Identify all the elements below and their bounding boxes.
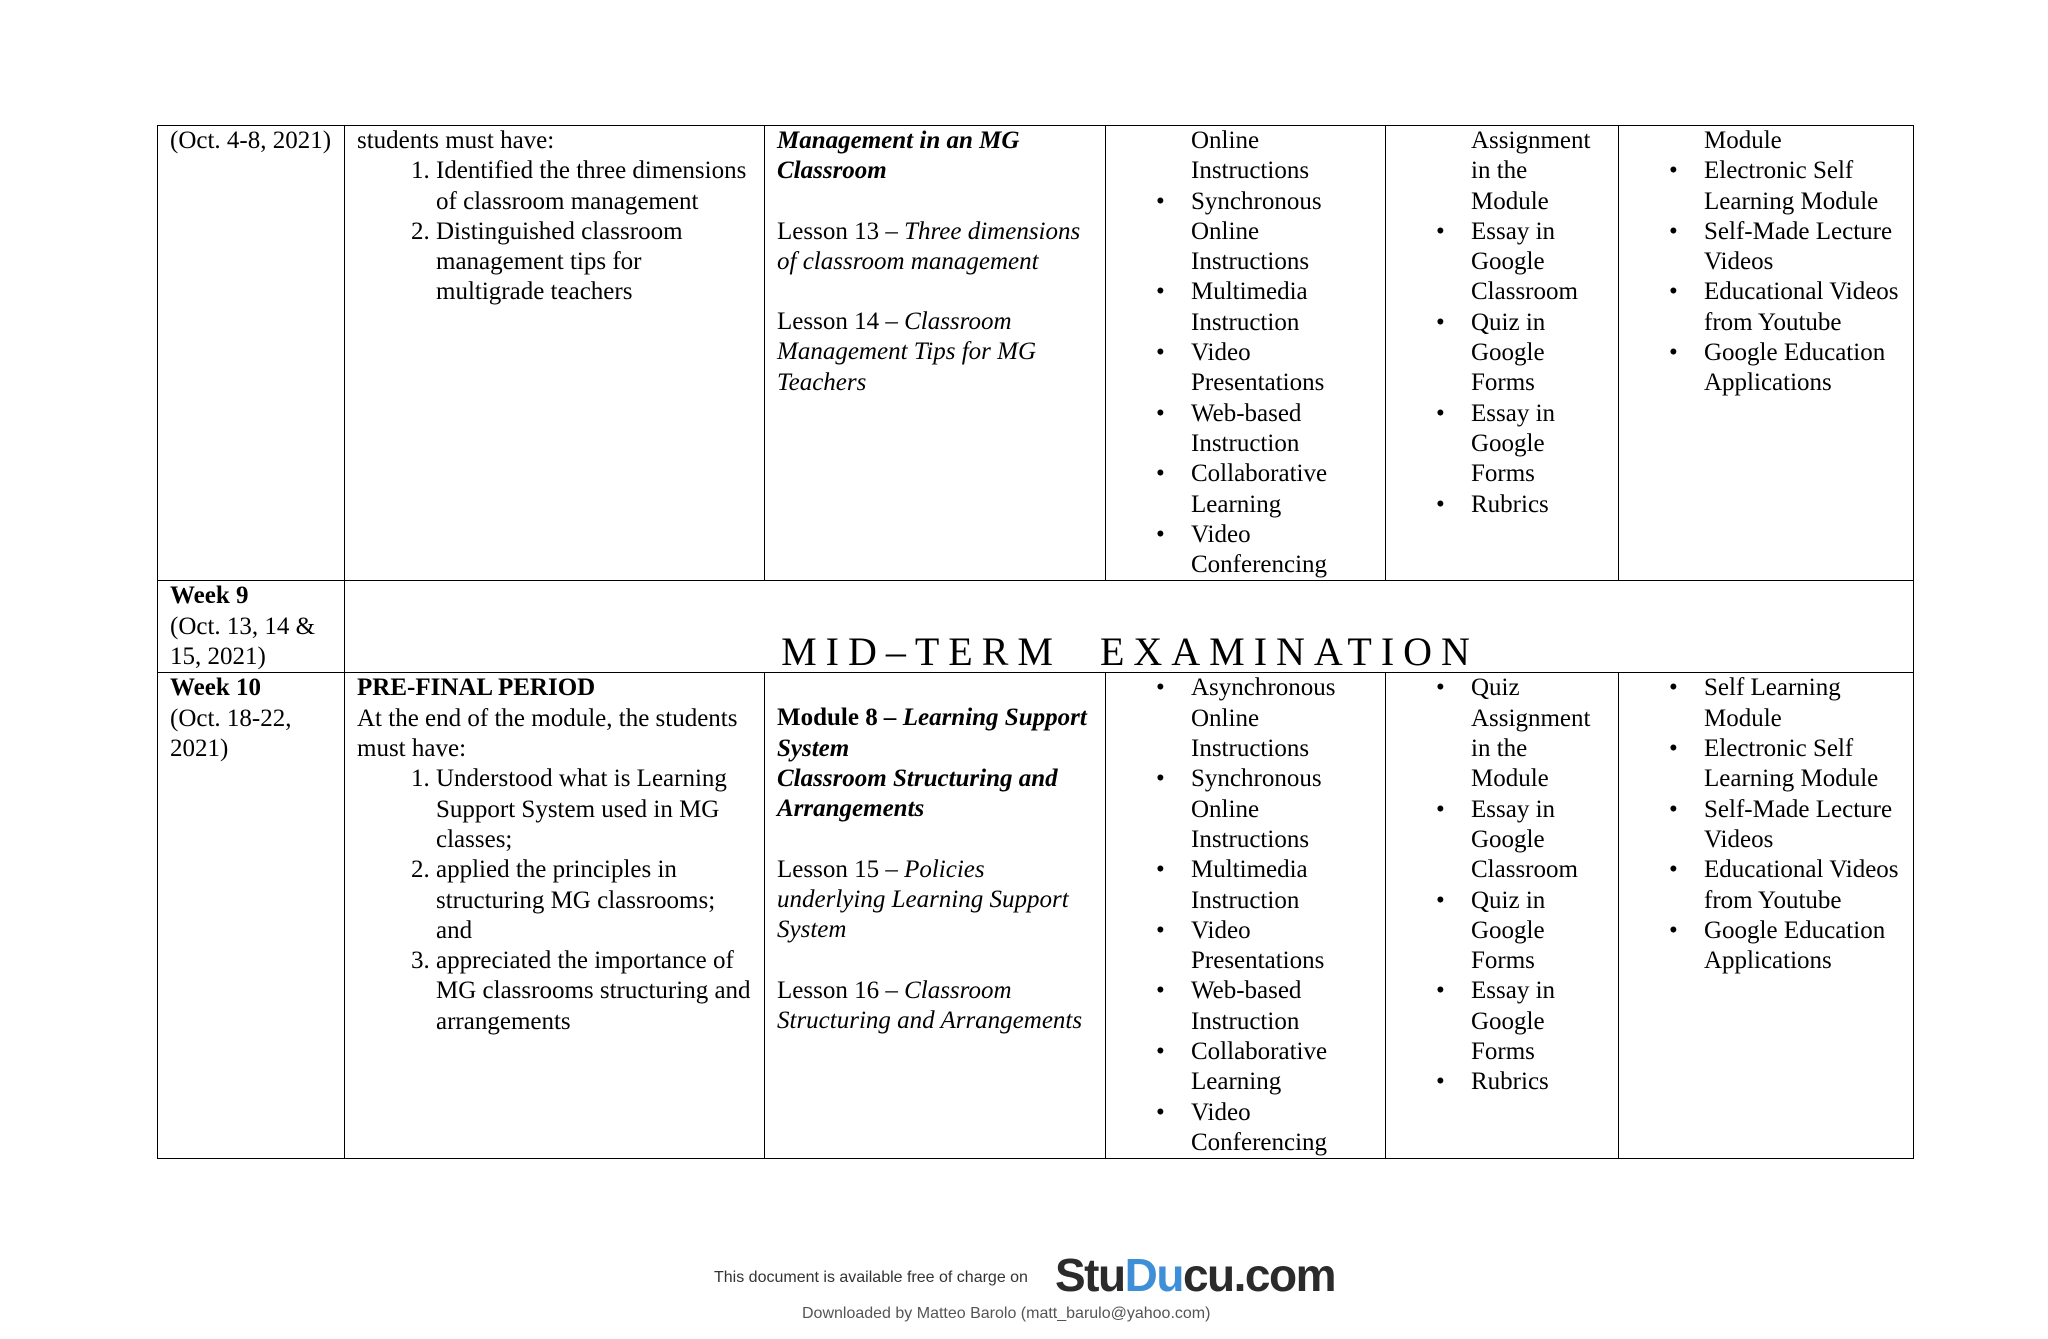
- list-item: • Web-based Instruction: [1191, 399, 1375, 460]
- list-item: • Collaborative Learning: [1191, 1037, 1375, 1098]
- lesson-prefix: Lesson 15 –: [777, 855, 905, 883]
- studocu-logo[interactable]: [1055, 1248, 1335, 1302]
- list-item: • Essay in Google Classroom: [1471, 795, 1608, 886]
- availability-note: This document is available free of charge on: [714, 1269, 1028, 1286]
- midterm-exam-cell: [345, 581, 1914, 673]
- lesson-title: Classroom Management Tips for MG Teachers: [777, 308, 1037, 396]
- strategies-list: [1118, 126, 1375, 580]
- list-item: • Essay in Google Classroom: [1471, 217, 1608, 308]
- week-dates: (Oct. 18-22, 2021): [170, 704, 292, 763]
- list-item: • Educational Videos from Youtube: [1704, 277, 1903, 338]
- list-item: 2. applied the principles in structuring MG classrooms; and: [436, 855, 754, 946]
- list-item: • Quiz Assignment in the Module: [1471, 673, 1608, 794]
- strategies-cell: [1106, 673, 1386, 1159]
- list-item: • Collaborative Learning: [1191, 459, 1375, 520]
- week-cell: [158, 673, 345, 1159]
- logo-part: cu.com: [1182, 1249, 1335, 1301]
- resources-list: [1631, 126, 1903, 399]
- list-item: • Essay in Google Forms: [1471, 399, 1608, 490]
- outcomes-cell: [345, 673, 765, 1159]
- week-label: Week 9: [170, 582, 249, 610]
- lesson-prefix: Lesson 14 –: [777, 308, 905, 336]
- list-item: • Rubrics: [1471, 1067, 1608, 1097]
- list-item: Online Instructions: [1191, 127, 1310, 185]
- list-item: Assignment in the Module: [1471, 127, 1591, 215]
- strategies-list: [1118, 673, 1375, 1158]
- syllabus-table: [157, 125, 1914, 1159]
- lesson-prefix: Lesson 13 –: [777, 217, 905, 245]
- list-item: • Asynchronous Online Instructions: [1191, 673, 1375, 764]
- week-cell: [158, 581, 345, 673]
- resources-cell: [1619, 126, 1914, 581]
- list-item: • Self Learning Module: [1704, 673, 1903, 734]
- list-item: • Electronic Self Learning Module: [1704, 156, 1903, 217]
- list-item: • Rubrics: [1471, 490, 1608, 520]
- download-credit: Downloaded by Matteo Barolo (matt_barulo@yahoo.com): [802, 1305, 1211, 1322]
- content-cell: [765, 126, 1106, 581]
- resources-cell: [1619, 673, 1914, 1159]
- week-dates: (Oct. 4-8, 2021): [170, 127, 332, 154]
- list-item: • Google Education Applications: [1704, 338, 1903, 399]
- outcomes-intro: At the end of the module, the students must have:: [357, 704, 738, 763]
- resources-list: [1631, 673, 1903, 976]
- list-item: Module: [1704, 127, 1782, 154]
- table-row: [158, 581, 1914, 673]
- outcomes-cell: [345, 126, 765, 581]
- module-name: – Learning Support System: [777, 704, 1087, 762]
- list-item: • Google Education Applications: [1704, 916, 1903, 977]
- lesson-title: Policies underlying Learning Support System: [777, 855, 1069, 944]
- module-title: [777, 703, 1095, 764]
- list-item: • Video Conferencing: [1191, 520, 1375, 581]
- week-label: Week 10: [170, 674, 261, 702]
- list-item: • Electronic Self Learning Module: [1704, 734, 1903, 795]
- list-item: • Synchronous Online Instructions: [1191, 764, 1375, 855]
- outcomes-list: [357, 156, 754, 307]
- list-item: 1. Identified the three dimensions of classroom management: [436, 156, 754, 217]
- assessment-list: [1398, 126, 1608, 520]
- module-title: Management in an MG Classroom: [777, 127, 1020, 185]
- logo-part: Stu: [1055, 1249, 1125, 1301]
- list-item: • Video Presentations: [1191, 338, 1375, 399]
- list-item: • Self-Made Lecture Videos: [1704, 217, 1903, 278]
- list-item: • Essay in Google Forms: [1471, 976, 1608, 1067]
- list-item: 2. Distinguished classroom management tips for multigrade teachers: [436, 217, 754, 308]
- list-item: • Quiz in Google Forms: [1471, 886, 1608, 977]
- lesson-16: [777, 976, 1095, 1037]
- period-label: PRE-FINAL PERIOD: [357, 674, 596, 702]
- module-subtitle: Classroom Structuring and Arrangements: [777, 765, 1058, 823]
- list-item: 1. Understood what is Learning Support System used in MG classes;: [436, 764, 754, 855]
- list-item: • Multimedia Instruction: [1191, 855, 1375, 916]
- table-row: [158, 673, 1914, 1159]
- lesson-15: [777, 855, 1095, 946]
- lesson-prefix: Lesson 16 –: [777, 976, 905, 1004]
- table-row: [158, 126, 1914, 581]
- list-item: • Web-based Instruction: [1191, 976, 1375, 1037]
- assessment-cell: [1386, 126, 1619, 581]
- lesson-title: Classroom Structuring and Arrangements: [777, 976, 1083, 1034]
- assessment-cell: [1386, 673, 1619, 1159]
- list-item: • Multimedia Instruction: [1191, 277, 1375, 338]
- lesson-14: [777, 307, 1095, 398]
- assessment-list: [1398, 673, 1608, 1097]
- exam-label: MID–TERM EXAMINATION: [781, 629, 1479, 675]
- outcomes-intro: students must have:: [357, 127, 555, 154]
- list-item: • Quiz in Google Forms: [1471, 308, 1608, 399]
- lesson-13: [777, 217, 1095, 278]
- lesson-title: Three dimensions of classroom management: [777, 217, 1081, 275]
- list-item: 3. appreciated the importance of MG classrooms structuring and arrangements: [436, 946, 754, 1037]
- content-cell: [765, 673, 1106, 1159]
- list-item: • Video Presentations: [1191, 916, 1375, 977]
- list-item: • Synchronous Online Instructions: [1191, 187, 1375, 278]
- logo-part: Du: [1124, 1249, 1183, 1301]
- list-item: • Self-Made Lecture Videos: [1704, 795, 1903, 856]
- week-cell: [158, 126, 345, 581]
- week-dates: (Oct. 13, 14 & 15, 2021): [170, 612, 316, 671]
- strategies-cell: [1106, 126, 1386, 581]
- outcomes-list: [357, 764, 754, 1037]
- module-prefix: Module 8: [777, 704, 878, 732]
- list-item: • Video Conferencing: [1191, 1098, 1375, 1159]
- list-item: • Educational Videos from Youtube: [1704, 855, 1903, 916]
